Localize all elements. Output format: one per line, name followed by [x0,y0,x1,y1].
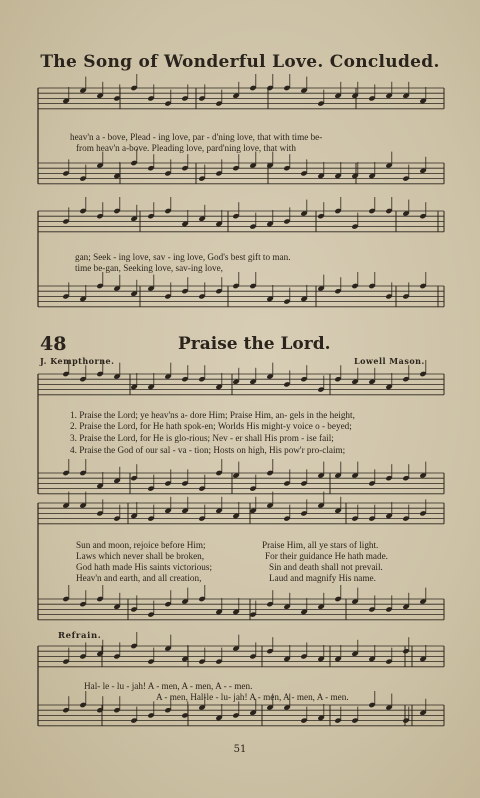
verse-line: For their guidance He hath made. [265,551,388,561]
lyric-line: from heav'n a-bove. Pleading love, pard'ning love, that with [76,143,296,153]
hymn-title: Praise the Lord. [178,334,331,354]
verse-line: Sun and moon, rejoice before Him; [76,540,206,550]
verse-line: Laws which never shall be broken, [76,551,205,561]
verse-line: 3. Praise the Lord, for He is glo-rious; Nev - er shall His prom - ise fail; [70,433,334,443]
verse-line: 4. Praise the God of our sal - va - tion; Hosts on high, His pow'r pro-claim; [70,445,346,455]
continued-hymn-title: The Song of Wonderful Love. Concluded. [40,52,440,72]
refrain-lyric: A - men, Hal-le - lu- jah! A - men, A - men, A - men. [156,692,349,702]
refrain-lyric: Hal- le - lu - jah! A - men, A - men, A - - men. [84,681,253,691]
lyric-line: gan; Seek - ing love, sav - ing love, God's best gift to man. [75,252,291,262]
verse-line: God hath made His saints victorious; [76,562,213,572]
verse-line: Laud and magnify His name. [269,573,376,583]
author-credit: J. Kempthorne. [40,356,115,366]
verse-line: 2. Praise the Lord, for He hath spok-en; Worlds His might-y voice o - beyed; [70,421,352,431]
hymn-number: 48 [40,333,67,355]
page-number: 51 [233,744,247,755]
verse-line: 1. Praise the Lord; ye heav'ns a- dore Him; Praise Him, an- gels in the height, [70,410,355,420]
verse-line: Heav'n and earth, and all creation, [76,573,202,583]
composer-credit: Lowell Mason. [354,356,425,366]
lyric-line: heav'n a - bove, Plead - ing love, par - d'ning love, that with time be- [70,132,323,142]
lyric-line: time be-gan, Seeking love, sav-ing love, [75,263,223,273]
refrain-label: Refrain. [58,631,102,641]
verse-line: Sin and death shall not prevail. [269,562,383,572]
verse-line: Praise Him, all ye stars of light. [262,540,379,550]
